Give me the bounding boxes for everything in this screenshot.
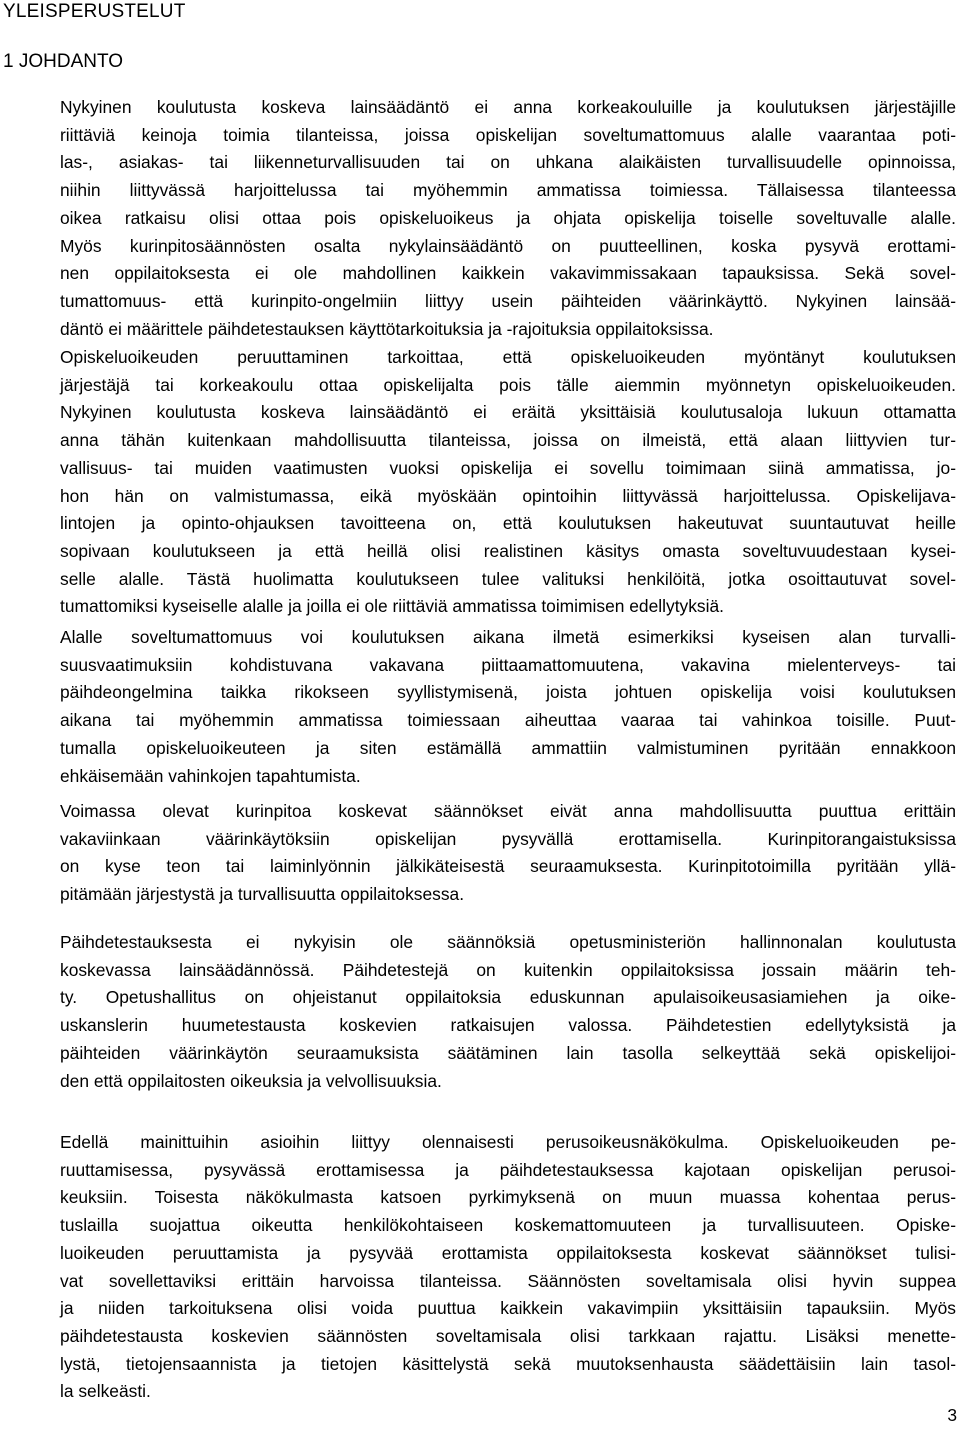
paragraph-line: pitämään järjestystä ja turvallisuutta oppilaitoksessa.: [60, 884, 465, 905]
paragraph-line: tumalla opiskeluoikeuteen ja siten estämällä ammattiin valmistuminen pyritään ennakkoon: [60, 737, 956, 758]
paragraph-line: vakaviinkaan väärinkäytöksiin opiskelijan pysyvällä erottamisella. Kurinpitorangaistuksissa: [60, 828, 956, 849]
paragraph-line: suusvaatimuksiin kohdistuvana vakavana piittaamattomuutena, vakavina mielenterveys- tai: [60, 654, 956, 675]
paragraph-line: Nykyinen koulutusta koskeva lainsäädäntö ei eräitä yksittäisiä koulutusaloja lukuun ottamatta: [60, 402, 956, 423]
paragraph-line: lystä, tietojensaannista ja tietojen käsittelystä sekä muutoksenhausta säädettäisiin lain tasol-: [60, 1353, 956, 1374]
paragraph-line: on kyse teon tai laiminlyönnin jälkikäteisestä seuraamuksesta. Kurinpitotoimilla pyritään yllä-: [60, 856, 956, 877]
paragraph-line: hon hän on valmistumassa, eikä myöskään opintoihin liittyvässä harjoittelussa. Opiskelijava-: [60, 485, 956, 506]
paragraph-line: keuksiin. Toisesta näkökulmasta katsoen pyrkimyksenä on muun muassa kohentaa perus-: [60, 1187, 956, 1208]
paragraph-line: koskevassa lainsäädännössä. Päihdetestejä on kuitenkin oppilaitoksissa jossain määrin teh-: [60, 959, 956, 980]
paragraph-line: luoikeuden peruuttamista ja pysyvää erottamista oppilaitoksesta koskevat säännökset tulisi-: [60, 1242, 956, 1263]
paragraph-line: la selkeästi.: [60, 1381, 151, 1402]
paragraph-line: lintojen ja opinto-ohjauksen tavoitteena on, että koulutuksen hakeutuvat suuntautuvat heille: [60, 513, 956, 534]
paragraph-line: den että oppilaitosten oikeuksia ja velvollisuuksia.: [60, 1070, 442, 1091]
paragraph-line: päihteiden väärinkäytön seuraamuksista säätäminen lain tasolla selkeyttää sekä opiskelijoi-: [60, 1042, 956, 1063]
paragraph-line: ehkäisemään vahinkojen tapahtumista.: [60, 765, 361, 786]
paragraph-line: ruuttamisessa, pysyvässä erottamisessa ja päihdetestauksessa kajotaan opiskelijan perusoi-: [60, 1159, 956, 1180]
paragraph-line: selle alalle. Tästä huolimatta koulutukseen tulee valituksi henkilöitä, jotka osoittautuvat sovel-: [60, 568, 956, 589]
paragraph-line: las-, asiakas- tai liikenneturvallisuuden tai on uhkana alaikäisten turvallisuudelle opinnoissa,: [60, 152, 956, 173]
paragraph-line: päihdeongelmina taikka rikokseen syyllistymisenä, joista johtuen opiskelija voisi koulutuksen: [60, 682, 956, 703]
paragraph-line: däntö ei määrittele päihdetestauksen käyttötarkoituksia ja -rajoituksia oppilaitoksissa.: [60, 318, 714, 339]
paragraph-line: anna tähän kuitenkaan mahdollisuutta tilanteissa, joissa on ilmeistä, että alaan liittyvien tur-: [60, 430, 956, 451]
paragraph-line: niihin liittyvässä harjoittelussa tai myöhemmin ammatissa toimiessa. Tällaisessa tilanteessa: [60, 180, 956, 201]
paragraph-line: Edellä mainittuihin asioihin liittyy olennaisesti perusoikeusnäkökulma. Opiskeluoikeuden pe-: [60, 1132, 956, 1152]
paragraph-line: ty. Opetushallitus on ohjeistanut oppilaitoksia eduskunnan apulaisoikeusasiamiehen ja oike-: [60, 987, 956, 1008]
paragraph-line: Myös kurinpitosäännösten osalta nykylainsäädäntö on puutteellinen, koska pysyvä erottami-: [60, 235, 956, 256]
paragraph-line: ja niiden tarkoituksena olisi voida puuttua kaikkein vakavimpiin yksittäisiin tapauksiin. Myös: [60, 1298, 956, 1319]
paragraph-line: vat sovellettaviksi erittäin harvoissa tilanteissa. Säännösten soveltamisala olisi hyvin suppea: [60, 1270, 956, 1291]
paragraph-line: uskanslerin huumetestausta koskevien ratkaisujen valossa. Päihdetestien edellytyksistä ja: [60, 1015, 956, 1036]
document-title: YLEISPERUSTELUT: [3, 1, 186, 22]
paragraph-line: Nykyinen koulutusta koskeva lainsäädäntö ei anna korkeakouluille ja koulutuksen järjestäjille: [60, 97, 956, 117]
paragraph-line: Voimassa olevat kurinpitoa koskevat säännökset eivät anna mahdollisuutta puuttua erittäin: [60, 801, 956, 821]
section-heading: 1 JOHDANTO: [3, 51, 124, 72]
paragraph-line: vallisuus- tai muiden vaatimusten vuoksi opiskelija ei sovellu toimimaan siinä ammatissa, jo-: [60, 457, 956, 478]
page-number: 3: [947, 1405, 957, 1425]
paragraph-line: tumattomuus- että kurinpito-ongelmiin liittyy usein päihteiden väärinkäyttö. Nykyinen lainsää-: [60, 290, 956, 311]
paragraph-line: riittäviä keinoja toimia tilanteissa, joissa opiskelijan soveltumattomuus alalle vaarantaa poti-: [60, 124, 956, 145]
paragraph-line: tumattomiksi kyseiselle alalle ja joilla ei ole riittäviä ammatissa toimimisen edellytyksiä.: [60, 596, 724, 617]
paragraph-line: Opiskeluoikeuden peruuttaminen tarkoittaa, että opiskeluoikeuden myöntänyt koulutuksen: [60, 347, 956, 367]
paragraph-line: nen oppilaitoksesta ei ole mahdollinen kaikkein vakavimmissakaan tapauksissa. Sekä sovel-: [60, 263, 956, 284]
paragraph-line: tuslailla suojattua oikeutta henkilökohtaiseen koskemattomuuteen ja turvallisuuteen. Opiske-: [60, 1215, 956, 1236]
paragraph-line: järjestäjä tai korkeakoulu ottaa opiskelijalta pois tälle aiemmin myönnetyn opiskeluoikeuden.: [60, 374, 956, 395]
paragraph-line: sopivaan koulutukseen ja että heillä olisi realistinen käsitys omasta soveltuvuudestaan kysei-: [60, 540, 956, 561]
paragraph-line: päihdetestausta koskevien säännösten soveltamisala olisi tarkkaan rajattu. Lisäksi menette-: [60, 1325, 956, 1346]
paragraph-line: oikea ratkaisu olisi ottaa pois opiskeluoikeus ja ohjata opiskelija toiselle soveltuvalle alalle.: [60, 207, 956, 228]
paragraph-line: aikana tai myöhemmin ammatissa toimiessaan aiheuttaa vaaraa tai vahinkoa toisille. Puut-: [60, 710, 956, 731]
paragraph-line: Alalle soveltumattomuus voi koulutuksen aikana ilmetä esimerkiksi kyseisen alan turvalli-: [60, 627, 956, 647]
paragraph-line: Päihdetestauksesta ei nykyisin ole säännöksiä opetusministeriön hallinnonalan koulutusta: [60, 932, 956, 952]
